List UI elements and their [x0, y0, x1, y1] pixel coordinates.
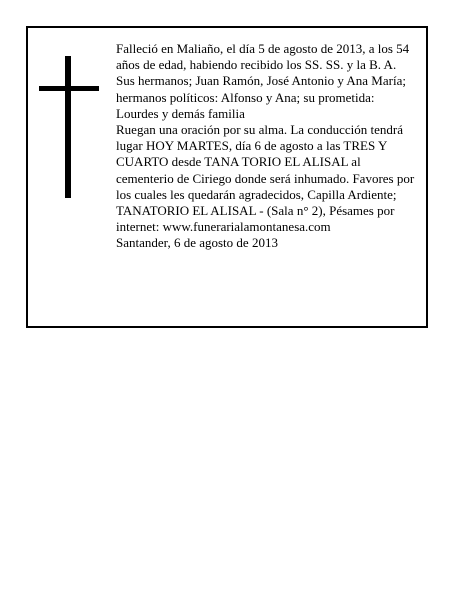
death-announcement-paragraph: Falleció en Maliaño, el día 5 de agosto de 2013, a los 54 años de edad, habiendo recibido los SS. SS. y la B. A.: [116, 41, 410, 73]
obituary-notice: [26, 26, 428, 328]
obituary-text: [116, 41, 420, 252]
latin-cross-icon: [39, 56, 99, 198]
place-date-line: Santander, 6 de agosto de 2013: [116, 235, 278, 251]
family-paragraph: Sus hermanos; Juan Ramón, José Antonio y Ana María; hermanos políticos: Alfonso y Ana; su prometida: Lourdes y demás familia: [116, 73, 406, 121]
funeral-details-paragraph: Ruegan una oración por su alma. La conducción tendrá lugar HOY MARTES, día 6 de agosto a las TRES Y CUARTO desde TANA TORIO EL ALISAL al cementerio de Ciriego donde será inhumado. Favores por los cuales les quedarán agradecidos, Capilla Ardiente; TANATORIO EL ALISAL - (Sala n° 2), Pésames por internet: www.funerarialamontanesa.com: [116, 122, 415, 235]
cross-vertical-bar: [65, 56, 71, 198]
cross-horizontal-bar: [39, 86, 99, 91]
